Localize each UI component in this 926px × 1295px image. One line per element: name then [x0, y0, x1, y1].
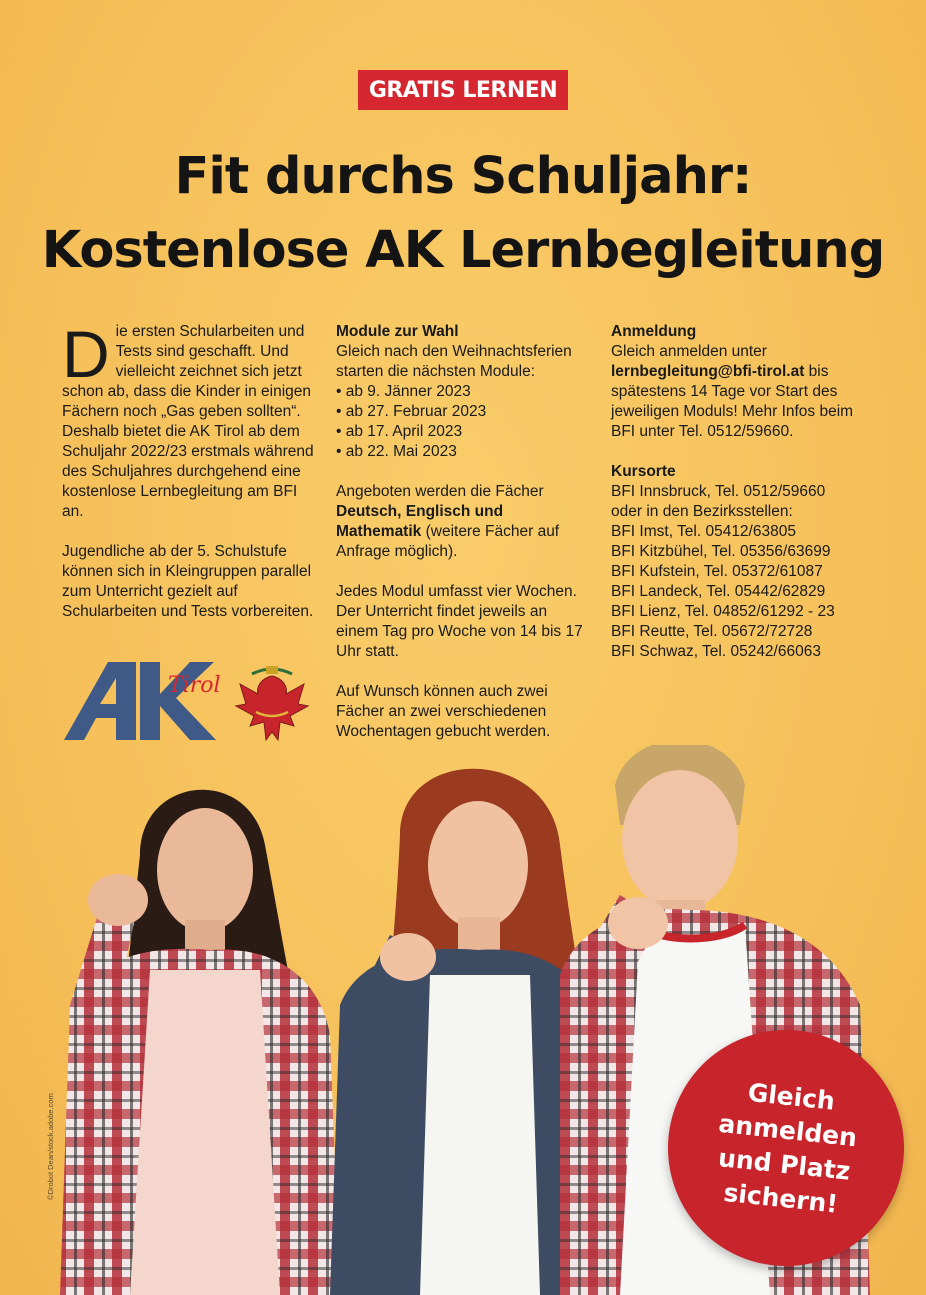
modules-list: [336, 382, 586, 462]
locations-heading: Kursorte: [611, 463, 676, 480]
list-item: BFI Kitzbühel, Tel. 05356/63699: [611, 543, 831, 560]
page-title: [0, 140, 926, 288]
modules-intro: Gleich nach den Weihnachtsferien starten die nächsten Module:: [336, 343, 572, 380]
weeks-paragraph: Jedes Modul umfasst vier Wochen. Der Unterricht findet jeweils an einem Tag pro Woche von 14 bis 17 Uhr statt.: [336, 583, 583, 660]
cta-badge-text: Gleich anmelden und Platz sichern!: [716, 1077, 859, 1219]
intro-text: ie ersten Schularbeiten und Tests sind geschafft. Und vielleicht zeichnet sich jetzt schon ab, dass die Kinder in einigen Fächern noch „Gas geben sollten“. Deshalb bietet die AK Tirol ab dem Schuljahr 2022/23 erstmals während des Schuljahres durchgehend eine kostenlose Lernbegleitung am BFI an.: [62, 323, 314, 520]
list-item: BFI Lienz, Tel. 04852/61292 - 23: [611, 603, 835, 620]
list-item: oder in den Bezirksstellen:: [611, 503, 793, 520]
modules-heading: Module zur Wahl: [336, 323, 459, 340]
list-item: • ab 9. Jänner 2023: [336, 382, 586, 402]
logo-tirol-text: Tirol: [168, 673, 221, 698]
list-item: • ab 22. Mai 2023: [336, 442, 586, 462]
registration-email-link[interactable]: lernbegleitung@bfi-tirol.at: [611, 363, 805, 380]
registration-post: bis spätestens 14 Tage vor Start des jeweiligen Moduls! Mehr Infos beim BFI unter Tel. 0512/59660.: [611, 363, 854, 440]
headline-line-1: Fit durchs Schuljahr:: [174, 147, 752, 206]
ak-tirol-logo: [60, 652, 320, 752]
intro-column: [62, 317, 320, 622]
kicker-label: GRATIS LERNEN: [358, 70, 568, 110]
list-item: BFI Innsbruck, Tel. 0512/59660: [611, 483, 826, 500]
subjects-pre: Angeboten werden die Fächer: [336, 483, 544, 500]
dropcap: D: [62, 317, 110, 391]
list-item: BFI Reutte, Tel. 05672/72728: [611, 623, 813, 640]
headline-line-2: Kostenlose AK Lernbegleitung: [41, 221, 885, 280]
list-item: BFI Schwaz, Tel. 05242/66063: [611, 643, 821, 660]
intro-paragraph: [62, 317, 320, 522]
audience-paragraph: Jugendliche ab der 5. Schulstufe können sich in Kleingruppen parallel zum Unterricht gezielt auf Schularbeiten und Tests vorbereiten.: [62, 543, 314, 620]
photo-credit: ©Drobot Dean/stock.adobe.com: [46, 1093, 55, 1200]
list-item: BFI Imst, Tel. 05412/63805: [611, 523, 796, 540]
registration-column: [611, 322, 876, 662]
registration-heading: Anmeldung: [611, 323, 697, 340]
tyrol-eagle-icon: [236, 666, 308, 740]
registration-paragraph: [611, 342, 876, 442]
list-item: BFI Kufstein, Tel. 05372/61087: [611, 563, 823, 580]
subjects-paragraph: [336, 482, 586, 562]
list-item: • ab 27. Februar 2023: [336, 402, 586, 422]
modules-column: [336, 322, 586, 742]
list-item: • ab 17. April 2023: [336, 422, 586, 442]
list-item: BFI Landeck, Tel. 05442/62829: [611, 583, 826, 600]
two-subjects-paragraph: Auf Wunsch können auch zwei Fächer an zwei verschiedenen Wochentagen gebucht werden.: [336, 683, 551, 740]
subjects-bold: Deutsch, Englisch und Mathematik: [336, 503, 504, 540]
student-left: [60, 790, 340, 1295]
locations-list: [611, 482, 876, 662]
logo-group: [60, 652, 320, 752]
registration-pre: Gleich anmelden unter: [611, 343, 767, 360]
subjects-post: (weitere Fächer auf Anfrage möglich).: [336, 523, 560, 560]
